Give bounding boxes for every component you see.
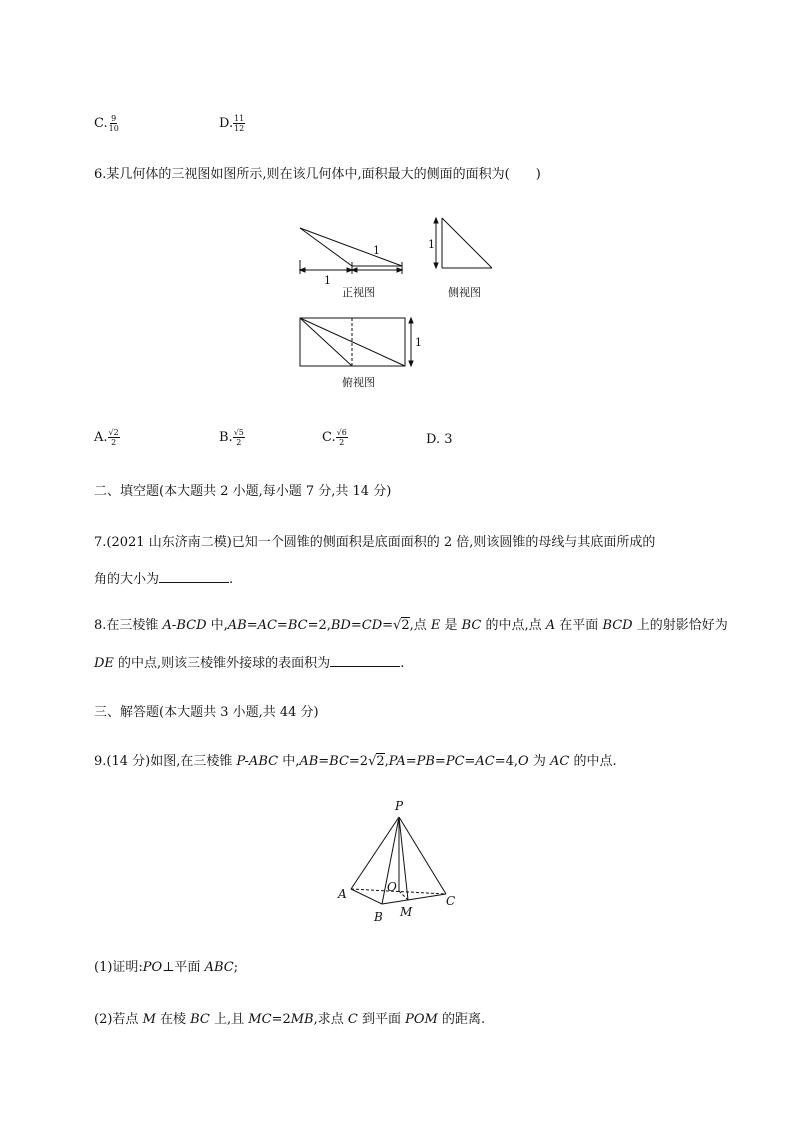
fraction-denominator: 12: [234, 124, 245, 133]
q8-text: ,点: [409, 618, 431, 633]
top-view: [300, 318, 413, 366]
q5-option-d-fraction: [233, 114, 245, 133]
q9-text: =4,: [494, 754, 519, 769]
q9-math: AC: [549, 754, 570, 769]
q8-text: 中,: [206, 618, 228, 633]
q9-text: ,: [384, 754, 389, 769]
q7-line1: 7.(2021 山东济南二模)已知一个圆锥的侧面积是底面面积的 2 倍,则该圆锥的母线与其底面所成的: [94, 535, 656, 550]
fraction-denominator: 2: [236, 438, 242, 447]
fraction-denominator: 10: [108, 124, 119, 133]
q8-math: BCD: [602, 618, 633, 633]
q9-part1: [94, 960, 238, 976]
front-view-caption: 正视图: [342, 286, 375, 299]
front-dim-right: 1: [373, 244, 380, 257]
q5-option-c-label: C.: [94, 116, 108, 131]
q9-math: C: [347, 1012, 358, 1027]
q9-math: PA=PB=PC=AC: [388, 754, 495, 769]
sqrt-icon: √: [336, 428, 342, 437]
q9-text: 9.(14 分)如图,在三棱锥: [94, 754, 237, 769]
q5-option-d: [219, 114, 245, 133]
q9-math: AB=BC: [299, 754, 349, 769]
q9-text: 的中点.: [569, 754, 617, 769]
label-C: C: [446, 894, 456, 908]
q8-math: AB=AC=BC: [227, 618, 308, 633]
q8-text: 的中点,则该三棱锥外接球的表面积为: [113, 656, 331, 671]
q9-part2: [94, 1012, 485, 1028]
fraction-numerator: [233, 428, 245, 438]
section2-title: 二、填空题(本大题共 2 小题,每小题 7 分,共 14 分): [94, 484, 392, 499]
label-A: A: [338, 887, 347, 901]
q9-math: BC: [190, 1012, 210, 1027]
three-view-figure: [290, 210, 510, 395]
q8-text: 的中点,点: [481, 618, 546, 633]
top-dim: 1: [415, 336, 422, 349]
q9-text: ⊥平面: [162, 960, 205, 975]
q9-math: P-ABC: [236, 754, 279, 769]
q8-line2: [94, 654, 404, 672]
q9-text: ,求点: [313, 1012, 348, 1027]
q9-text: ;: [233, 960, 239, 975]
q7-line2: [94, 570, 233, 588]
fraction-denominator: 2: [339, 438, 345, 447]
sqrt-icon: √: [108, 428, 114, 437]
q7-answer-blank[interactable]: [159, 570, 229, 583]
radicand: 2: [376, 754, 385, 769]
q6-option-c-label: C.: [322, 430, 336, 445]
side-view-caption: 侧视图: [448, 286, 481, 299]
side-view: [434, 218, 492, 268]
q9-math: ABC: [204, 960, 234, 975]
q8-line1: [94, 618, 728, 634]
q8-text: 8.在三棱锥: [94, 618, 163, 633]
q9-text: 的距离.: [437, 1012, 486, 1027]
q5-option-c: [94, 114, 120, 133]
q9-math: PO: [142, 960, 163, 975]
q8-text: =2,: [307, 618, 331, 633]
q6-option-b-label: B.: [219, 430, 233, 445]
q9-text: (2)若点: [94, 1012, 143, 1027]
label-M: M: [400, 905, 413, 919]
q8-text: 在平面: [555, 618, 603, 633]
radicand: 2: [113, 428, 119, 437]
radicand: 2: [401, 618, 410, 633]
q9-text: (1)证明:: [94, 960, 143, 975]
q8-math: E: [430, 618, 441, 633]
q8-text: 上的射影恰好为: [632, 618, 728, 633]
top-view-caption: 俯视图: [342, 376, 375, 389]
q9-text: 中,: [278, 754, 300, 769]
sqrt-icon: √: [233, 428, 239, 437]
q8-math: DE: [94, 656, 114, 671]
q9-math: M: [142, 1012, 156, 1027]
q9-text: 2: [282, 1012, 291, 1027]
radicand: 6: [341, 428, 347, 437]
section3-title: 三、解答题(本大题共 3 小题,共 44 分): [94, 705, 319, 720]
sqrt-icon: √: [393, 618, 402, 633]
q6-option-a: [94, 428, 120, 447]
q9-text: =2: [348, 754, 369, 769]
label-P: P: [395, 799, 404, 813]
q9-text: 上,且: [209, 1012, 249, 1027]
q9-text: 为: [528, 754, 550, 769]
q6-option-a-label: A.: [94, 430, 108, 445]
q5-option-d-label: D.: [219, 116, 234, 131]
label-B: B: [374, 910, 383, 924]
q9-text: 在棱: [155, 1012, 191, 1027]
fraction-numerator: 9: [111, 114, 117, 123]
front-view: [300, 228, 402, 274]
fraction-numerator: [336, 428, 348, 438]
q9-stem: [94, 754, 617, 770]
q8-text: 是: [440, 618, 462, 633]
q6-option-c-fraction: [336, 428, 348, 447]
fraction-numerator: [108, 428, 120, 438]
q9-text: 到平面: [357, 1012, 406, 1027]
q8-line2-end: .: [400, 656, 405, 671]
sqrt-icon: √: [368, 754, 377, 769]
q7-line2-end: .: [229, 572, 234, 587]
q8-answer-blank[interactable]: [330, 654, 400, 667]
front-dim-left: 1: [324, 274, 331, 287]
q5-option-c-fraction: [108, 114, 120, 133]
q9-math: MC=: [248, 1012, 283, 1027]
q9-math: MB: [290, 1012, 314, 1027]
q8-math: BD=CD=: [330, 618, 394, 633]
q6-option-b-fraction: [233, 428, 245, 447]
q8-math: A-BCD: [162, 618, 207, 633]
q6-option-b: [219, 428, 245, 447]
radicand: 5: [238, 428, 244, 437]
q8-math: A: [545, 618, 556, 633]
fraction-denominator: 2: [111, 438, 117, 447]
q6-option-c: [322, 428, 348, 447]
q7-line2-text: 角的大小为: [94, 572, 160, 587]
pyramid-figure: [330, 795, 470, 930]
q8-math: BC: [461, 618, 482, 633]
fraction-numerator: 11: [234, 114, 245, 123]
side-dim: 1: [428, 238, 435, 251]
q9-math: POM: [405, 1012, 438, 1027]
q9-math: O: [518, 754, 529, 769]
label-O: O: [387, 880, 397, 894]
q6-option-d: D. 3: [426, 432, 453, 447]
q6-stem: 6.某几何体的三视图如图所示,则在该几何体中,面积最大的侧面的面积为( ): [94, 167, 541, 182]
q6-option-a-fraction: [108, 428, 120, 447]
